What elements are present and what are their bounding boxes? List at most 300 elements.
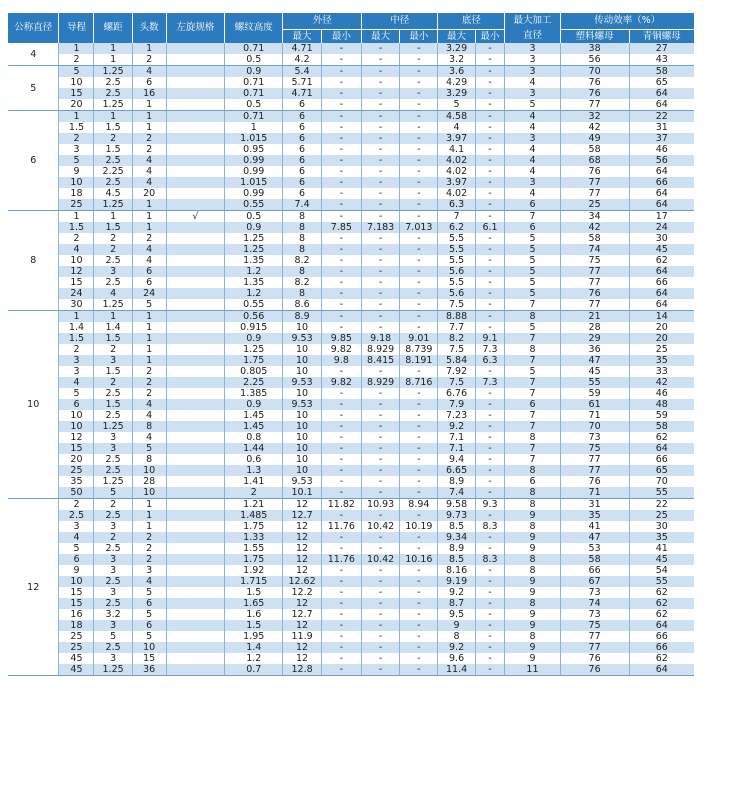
lead-cell: 1.5 xyxy=(59,333,94,344)
pitch-cell: 2 xyxy=(94,344,132,355)
root-min-cell: 7.3 xyxy=(475,377,505,388)
lead-cell: 5 xyxy=(59,155,94,166)
root-min-cell: - xyxy=(475,155,505,166)
header-efficiency: 传动效率（%） xyxy=(560,13,694,30)
table-row xyxy=(8,233,694,244)
root-min-cell: 9.1 xyxy=(475,333,505,344)
max-machining-dia-cell: 3 xyxy=(505,66,560,78)
starts-cell: 2 xyxy=(132,233,166,244)
max-machining-dia-cell: 9 xyxy=(505,609,560,620)
outer-min-cell: - xyxy=(321,144,361,155)
table-body xyxy=(8,43,694,676)
left-hand-cell xyxy=(166,565,224,576)
mid-min-cell: - xyxy=(400,299,438,311)
mid-min-cell: - xyxy=(400,565,438,576)
left-hand-cell xyxy=(166,532,224,543)
mid-max-cell: - xyxy=(362,366,400,377)
outer-max-cell: 6 xyxy=(283,155,321,166)
thread-height-cell: 0.9 xyxy=(225,222,283,233)
mid-max-cell: - xyxy=(362,631,400,642)
pitch-cell: 1 xyxy=(94,111,132,123)
left-hand-cell xyxy=(166,443,224,454)
table-row xyxy=(8,609,694,620)
bronze-nut-eff-cell: 35 xyxy=(629,355,694,366)
root-max-cell: 9.2 xyxy=(438,642,475,653)
starts-cell: 4 xyxy=(132,399,166,410)
plastic-nut-eff-cell: 31 xyxy=(560,499,629,511)
left-hand-cell xyxy=(166,133,224,144)
outer-max-cell: 9.53 xyxy=(283,476,321,487)
root-max-cell: 5.5 xyxy=(438,277,475,288)
lead-cell: 9 xyxy=(59,565,94,576)
plastic-nut-eff-cell: 42 xyxy=(560,222,629,233)
outer-min-cell: 7.85 xyxy=(321,222,361,233)
mid-max-cell: - xyxy=(362,322,400,333)
table-row xyxy=(8,355,694,366)
mid-min-cell: - xyxy=(400,576,438,587)
lead-cell: 2 xyxy=(59,499,94,511)
table-row xyxy=(8,554,694,565)
root-max-cell: 7.5 xyxy=(438,344,475,355)
outer-max-cell: 10 xyxy=(283,366,321,377)
root-min-cell: - xyxy=(475,88,505,99)
pitch-cell: 1.5 xyxy=(94,222,132,233)
max-machining-dia-cell: 5 xyxy=(505,288,560,299)
thread-height-cell: 0.9 xyxy=(225,66,283,78)
mid-max-cell: 8.929 xyxy=(362,377,400,388)
outer-max-cell: 10 xyxy=(283,443,321,454)
mid-min-cell: - xyxy=(400,166,438,177)
starts-cell: 20 xyxy=(132,188,166,199)
outer-min-cell: - xyxy=(321,664,361,676)
outer-max-cell: 12.7 xyxy=(283,510,321,521)
outer-min-cell: - xyxy=(321,399,361,410)
left-hand-cell xyxy=(166,233,224,244)
root-min-cell: - xyxy=(475,487,505,499)
pitch-cell: 5 xyxy=(94,487,132,499)
starts-cell: 4 xyxy=(132,410,166,421)
max-machining-dia-cell: 8 xyxy=(505,521,560,532)
root-max-cell: 6.3 xyxy=(438,199,475,211)
plastic-nut-eff-cell: 73 xyxy=(560,432,629,443)
root-min-cell: - xyxy=(475,576,505,587)
table-row xyxy=(8,499,694,511)
thread-height-cell: 1.35 xyxy=(225,277,283,288)
table-row xyxy=(8,432,694,443)
lead-cell: 15 xyxy=(59,443,94,454)
max-machining-dia-cell: 7 xyxy=(505,299,560,311)
max-machining-dia-cell: 8 xyxy=(505,344,560,355)
bronze-nut-eff-cell: 70 xyxy=(629,476,694,487)
mid-max-cell: 8.415 xyxy=(362,355,400,366)
mid-max-cell: - xyxy=(362,421,400,432)
max-machining-dia-cell: 7 xyxy=(505,211,560,223)
root-min-cell: 6.1 xyxy=(475,222,505,233)
root-max-cell: 9.19 xyxy=(438,576,475,587)
thread-height-cell: 2 xyxy=(225,487,283,499)
outer-min-cell: - xyxy=(321,587,361,598)
mid-max-cell: - xyxy=(362,144,400,155)
lead-cell: 50 xyxy=(59,487,94,499)
pitch-cell: 2.5 xyxy=(94,155,132,166)
root-min-cell: - xyxy=(475,443,505,454)
left-hand-cell xyxy=(166,510,224,521)
lead-cell: 24 xyxy=(59,288,94,299)
outer-max-cell: 12 xyxy=(283,499,321,511)
outer-min-cell: - xyxy=(321,288,361,299)
thread-height-cell: 0.915 xyxy=(225,322,283,333)
mid-max-cell: - xyxy=(362,388,400,399)
thread-height-cell: 1 xyxy=(225,122,283,133)
bronze-nut-eff-cell: 25 xyxy=(629,510,694,521)
thread-height-cell: 1.3 xyxy=(225,465,283,476)
bronze-nut-eff-cell: 54 xyxy=(629,565,694,576)
mid-max-cell: - xyxy=(362,487,400,499)
max-machining-dia-cell: 7 xyxy=(505,410,560,421)
mid-min-cell: - xyxy=(400,144,438,155)
thread-height-cell: 1.33 xyxy=(225,532,283,543)
thread-height-cell: 1.95 xyxy=(225,631,283,642)
mid-max-cell: - xyxy=(362,66,400,78)
max-machining-dia-cell: 3 xyxy=(505,43,560,54)
left-hand-cell xyxy=(166,454,224,465)
pitch-cell: 3 xyxy=(94,521,132,532)
table-row xyxy=(8,388,694,399)
thread-height-cell: 0.805 xyxy=(225,366,283,377)
root-min-cell: - xyxy=(475,543,505,554)
lead-cell: 5 xyxy=(59,543,94,554)
pitch-cell: 2.5 xyxy=(94,642,132,653)
plastic-nut-eff-cell: 58 xyxy=(560,233,629,244)
outer-min-cell: - xyxy=(321,255,361,266)
table-row xyxy=(8,211,694,223)
bronze-nut-eff-cell: 25 xyxy=(629,344,694,355)
max-machining-dia-cell: 9 xyxy=(505,587,560,598)
pitch-cell: 1.25 xyxy=(94,66,132,78)
root-min-cell: - xyxy=(475,642,505,653)
mid-min-cell: - xyxy=(400,432,438,443)
max-machining-dia-cell: 4 xyxy=(505,111,560,123)
mid-max-cell: - xyxy=(362,587,400,598)
mid-max-cell: - xyxy=(362,653,400,664)
outer-max-cell: 12 xyxy=(283,653,321,664)
mid-max-cell: - xyxy=(362,233,400,244)
thread-height-cell: 2.25 xyxy=(225,377,283,388)
root-min-cell: - xyxy=(475,177,505,188)
root-min-cell: - xyxy=(475,432,505,443)
max-machining-dia-cell: 6 xyxy=(505,476,560,487)
outer-min-cell: - xyxy=(321,565,361,576)
mid-max-cell: 10.42 xyxy=(362,554,400,565)
table-header xyxy=(8,13,694,43)
table-row xyxy=(8,465,694,476)
plastic-nut-eff-cell: 77 xyxy=(560,642,629,653)
pitch-cell: 1 xyxy=(94,54,132,66)
root-min-cell: - xyxy=(475,399,505,410)
left-hand-cell xyxy=(166,299,224,311)
bronze-nut-eff-cell: 17 xyxy=(629,211,694,223)
mid-min-cell: 8.716 xyxy=(400,377,438,388)
mid-min-cell: - xyxy=(400,532,438,543)
plastic-nut-eff-cell: 58 xyxy=(560,144,629,155)
root-min-cell: - xyxy=(475,199,505,211)
thread-height-cell: 0.55 xyxy=(225,199,283,211)
plastic-nut-eff-cell: 38 xyxy=(560,43,629,54)
max-machining-dia-cell: 5 xyxy=(505,322,560,333)
pitch-cell: 2.5 xyxy=(94,77,132,88)
thread-height-cell: 0.5 xyxy=(225,54,283,66)
mid-max-cell: - xyxy=(362,188,400,199)
outer-min-cell: - xyxy=(321,454,361,465)
bronze-nut-eff-cell: 45 xyxy=(629,244,694,255)
root-min-cell: - xyxy=(475,664,505,676)
root-max-cell: 5.5 xyxy=(438,255,475,266)
pitch-cell: 1.5 xyxy=(94,144,132,155)
bronze-nut-eff-cell: 30 xyxy=(629,233,694,244)
mid-min-cell: - xyxy=(400,244,438,255)
starts-cell: 2 xyxy=(132,144,166,155)
pitch-cell: 2 xyxy=(94,244,132,255)
mid-min-cell: - xyxy=(400,410,438,421)
outer-min-cell: - xyxy=(321,99,361,111)
thread-height-cell: 1.75 xyxy=(225,554,283,565)
mid-min-cell: 10.19 xyxy=(400,521,438,532)
bronze-nut-eff-cell: 64 xyxy=(629,266,694,277)
mid-min-cell: - xyxy=(400,399,438,410)
left-hand-cell xyxy=(166,255,224,266)
spec-table-container xyxy=(8,13,694,676)
table-row xyxy=(8,443,694,454)
table-row xyxy=(8,532,694,543)
pitch-cell: 2.5 xyxy=(94,454,132,465)
mid-max-cell: - xyxy=(362,410,400,421)
mid-max-cell: - xyxy=(362,77,400,88)
mid-min-cell: - xyxy=(400,322,438,333)
outer-min-cell: - xyxy=(321,266,361,277)
thread-height-cell: 1.385 xyxy=(225,388,283,399)
table-row xyxy=(8,631,694,642)
left-hand-cell xyxy=(166,399,224,410)
lead-cell: 15 xyxy=(59,587,94,598)
bronze-nut-eff-cell: 22 xyxy=(629,111,694,123)
outer-max-cell: 10 xyxy=(283,344,321,355)
thread-height-cell: 1.6 xyxy=(225,609,283,620)
mid-max-cell: - xyxy=(362,155,400,166)
root-max-cell: 9.5 xyxy=(438,609,475,620)
root-max-cell: 5.6 xyxy=(438,266,475,277)
header-mid-diameter: 中径 xyxy=(362,13,438,30)
mid-max-cell: - xyxy=(362,244,400,255)
root-min-cell: 9.3 xyxy=(475,499,505,511)
thread-height-cell: 1.45 xyxy=(225,410,283,421)
thread-height-cell: 1.75 xyxy=(225,521,283,532)
root-max-cell: 9.34 xyxy=(438,532,475,543)
root-min-cell: - xyxy=(475,631,505,642)
root-max-cell: 5 xyxy=(438,99,475,111)
lead-cell: 45 xyxy=(59,653,94,664)
table-row xyxy=(8,653,694,664)
mid-max-cell: - xyxy=(362,133,400,144)
header-pitch: 螺距 xyxy=(94,13,132,43)
pitch-cell: 3 xyxy=(94,653,132,664)
max-machining-dia-cell: 5 xyxy=(505,277,560,288)
mid-max-cell: - xyxy=(362,43,400,54)
starts-cell: 4 xyxy=(132,576,166,587)
root-max-cell: 4.29 xyxy=(438,77,475,88)
bronze-nut-eff-cell: 45 xyxy=(629,554,694,565)
root-min-cell: - xyxy=(475,598,505,609)
root-max-cell: 8.7 xyxy=(438,598,475,609)
bronze-nut-eff-cell: 43 xyxy=(629,54,694,66)
outer-max-cell: 6 xyxy=(283,111,321,123)
bronze-nut-eff-cell: 46 xyxy=(629,388,694,399)
plastic-nut-eff-cell: 45 xyxy=(560,366,629,377)
mid-min-cell: - xyxy=(400,266,438,277)
plastic-nut-eff-cell: 77 xyxy=(560,266,629,277)
outer-max-cell: 5.4 xyxy=(283,66,321,78)
lead-cell: 15 xyxy=(59,277,94,288)
root-min-cell: - xyxy=(475,66,505,78)
mid-min-cell: - xyxy=(400,99,438,111)
max-machining-dia-cell: 4 xyxy=(505,77,560,88)
left-hand-cell xyxy=(166,598,224,609)
left-hand-cell xyxy=(166,499,224,511)
root-max-cell: 4 xyxy=(438,122,475,133)
plastic-nut-eff-cell: 49 xyxy=(560,133,629,144)
mid-min-cell: - xyxy=(400,255,438,266)
table-row xyxy=(8,565,694,576)
max-machining-dia-cell: 5 xyxy=(505,255,560,266)
plastic-nut-eff-cell: 76 xyxy=(560,288,629,299)
mid-min-cell: - xyxy=(400,199,438,211)
root-max-cell: 7.5 xyxy=(438,377,475,388)
mid-max-cell: - xyxy=(362,598,400,609)
mid-min-cell: - xyxy=(400,620,438,631)
root-min-cell: - xyxy=(475,43,505,54)
pitch-cell: 4.5 xyxy=(94,188,132,199)
outer-min-cell: - xyxy=(321,510,361,521)
root-max-cell: 7.1 xyxy=(438,432,475,443)
header-mid-min: 最小 xyxy=(400,30,438,44)
starts-cell: 5 xyxy=(132,609,166,620)
plastic-nut-eff-cell: 76 xyxy=(560,88,629,99)
max-machining-dia-cell: 9 xyxy=(505,543,560,554)
root-max-cell: 3.97 xyxy=(438,177,475,188)
left-hand-cell xyxy=(166,432,224,443)
pitch-cell: 2 xyxy=(94,532,132,543)
lead-cell: 2 xyxy=(59,233,94,244)
table-row xyxy=(8,288,694,299)
bronze-nut-eff-cell: 56 xyxy=(629,155,694,166)
thread-height-cell: 1.25 xyxy=(225,233,283,244)
starts-cell: 1 xyxy=(132,521,166,532)
plastic-nut-eff-cell: 77 xyxy=(560,177,629,188)
lead-cell: 30 xyxy=(59,299,94,311)
root-min-cell: 6.3 xyxy=(475,355,505,366)
thread-height-cell: 1.35 xyxy=(225,255,283,266)
root-min-cell: - xyxy=(475,510,505,521)
header-nominal-diameter: 公称直径 xyxy=(8,13,59,43)
left-hand-cell xyxy=(166,277,224,288)
starts-cell: 1 xyxy=(132,333,166,344)
starts-cell: 2 xyxy=(132,554,166,565)
starts-cell: 2 xyxy=(132,377,166,388)
outer-max-cell: 8 xyxy=(283,266,321,277)
mid-max-cell: - xyxy=(362,311,400,323)
thread-height-cell: 1.2 xyxy=(225,653,283,664)
outer-min-cell: - xyxy=(321,155,361,166)
starts-cell: 8 xyxy=(132,454,166,465)
mid-max-cell: - xyxy=(362,288,400,299)
max-machining-dia-cell: 7 xyxy=(505,377,560,388)
root-max-cell: 7.7 xyxy=(438,322,475,333)
starts-cell: 10 xyxy=(132,465,166,476)
mid-min-cell: 9.01 xyxy=(400,333,438,344)
bronze-nut-eff-cell: 64 xyxy=(629,443,694,454)
thread-height-cell: 1.65 xyxy=(225,598,283,609)
root-max-cell: 5.6 xyxy=(438,288,475,299)
outer-max-cell: 12 xyxy=(283,554,321,565)
starts-cell: 1 xyxy=(132,499,166,511)
max-machining-dia-cell: 9 xyxy=(505,576,560,587)
root-max-cell: 8.2 xyxy=(438,333,475,344)
root-min-cell: - xyxy=(475,133,505,144)
outer-max-cell: 12.7 xyxy=(283,609,321,620)
starts-cell: 6 xyxy=(132,598,166,609)
pitch-cell: 2.5 xyxy=(94,410,132,421)
root-max-cell: 7 xyxy=(438,211,475,223)
bronze-nut-eff-cell: 20 xyxy=(629,322,694,333)
bronze-nut-eff-cell: 64 xyxy=(629,188,694,199)
bronze-nut-eff-cell: 62 xyxy=(629,255,694,266)
pitch-cell: 2.5 xyxy=(94,277,132,288)
pitch-cell: 3 xyxy=(94,432,132,443)
root-min-cell: - xyxy=(475,255,505,266)
pitch-cell: 1 xyxy=(94,43,132,54)
lead-cell: 10 xyxy=(59,77,94,88)
lead-cell: 10 xyxy=(59,255,94,266)
max-machining-dia-cell: 8 xyxy=(505,432,560,443)
outer-max-cell: 4.2 xyxy=(283,54,321,66)
outer-min-cell: 9.8 xyxy=(321,355,361,366)
outer-max-cell: 6 xyxy=(283,99,321,111)
plastic-nut-eff-cell: 75 xyxy=(560,255,629,266)
starts-cell: 5 xyxy=(132,443,166,454)
table-row xyxy=(8,133,694,144)
root-max-cell: 6.65 xyxy=(438,465,475,476)
outer-max-cell: 10 xyxy=(283,432,321,443)
table-row xyxy=(8,99,694,111)
plastic-nut-eff-cell: 35 xyxy=(560,510,629,521)
thread-height-cell: 1.5 xyxy=(225,620,283,631)
root-max-cell: 9.2 xyxy=(438,421,475,432)
mid-min-cell: - xyxy=(400,155,438,166)
mid-min-cell: - xyxy=(400,587,438,598)
left-hand-cell xyxy=(166,311,224,323)
lead-cell: 1 xyxy=(59,311,94,323)
lead-cell: 10 xyxy=(59,177,94,188)
root-min-cell: - xyxy=(475,653,505,664)
bronze-nut-eff-cell: 62 xyxy=(629,598,694,609)
table-row xyxy=(8,88,694,99)
pitch-cell: 1.5 xyxy=(94,366,132,377)
outer-min-cell: - xyxy=(321,653,361,664)
bronze-nut-eff-cell: 20 xyxy=(629,333,694,344)
mid-max-cell: - xyxy=(362,532,400,543)
thread-height-cell: 0.71 xyxy=(225,43,283,54)
max-machining-dia-cell: 5 xyxy=(505,233,560,244)
outer-max-cell: 12 xyxy=(283,598,321,609)
